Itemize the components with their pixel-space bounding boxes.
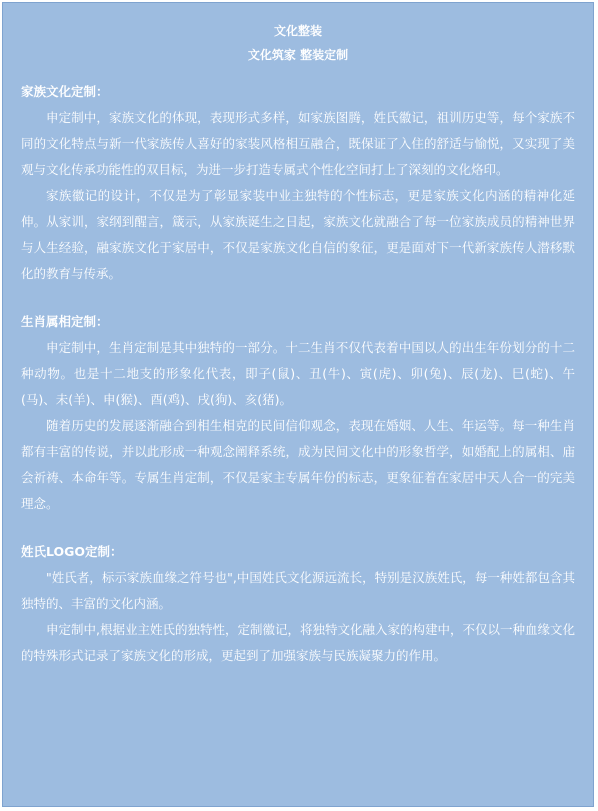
paragraph: 申定制中，生肖定制是其中独特的一部分。十二生肖不仅代表着中国以人的出生年份划分的十二种动物。也是十二地支的形象化代表，即子(鼠)、丑(牛)、寅(虎)、卯(兔)、辰(龙)、巳(蛇)、午(马)、未(羊)、申(猴)、酉(鸡)、戌(狗)、亥(猪)。 xyxy=(21,340,575,407)
paragraph: "姓氏者，标示家族血缘之符号也",中国姓氏文化源远流长，特别是汉族姓氏，每一种姓都包含其独特的、丰富的文化内涵。 xyxy=(21,570,575,611)
paragraph: 随着历史的发展逐渐融合到相生相克的民间信仰观念，表现在婚姻、人生、年运等。每一种生肖都有丰富的传说，并以此形成一种观念阐释系统，成为民间文化中的形象哲学，如婚配上的属相、庙会祈祷、本命年等。专属生肖定制，不仅是家主专属年份的标志，更象征着在家居中天人合一的完美理念。 xyxy=(21,418,575,511)
page-subtitle: 文化筑家 整装定制 xyxy=(247,48,349,62)
section-heading: 生肖属相定制： xyxy=(21,314,109,329)
section-heading: 姓氏LOGO定制： xyxy=(21,544,123,559)
paragraph: 家族徽记的设计，不仅是为了彰显家装中业主独特的个性标志，更是家族文化内涵的精神化延伸。从家训，家纲到醒言，箴示，从家族诞生之日起，家族文化就融合了每一位家族成员的精神世界与人生经验，融家族文化于家居中，不仅是家族文化自信的象征，更是面对下一代新家族传人潜移默化的教育与传承。 xyxy=(21,188,575,281)
paragraph: 申定制中，家族文化的体现，表现形式多样，如家族图腾，姓氏徽记，祖训历史等，每个家族不同的文化特点与新一代家族传人喜好的家装风格相互融合，既保证了入住的舒适与愉悦，又实现了美观与文化传承功能性的双目标，为进一步打造专属式个性化空间打上了深刻的文化烙印。 xyxy=(21,110,575,177)
section-family-culture xyxy=(21,79,575,287)
paragraph: 申定制中,根据业主姓氏的独特性，定制徽记，将独特文化融入家的构建中，不仅以一种血缘文化的特殊形式记录了家族文化的形成，更起到了加强家族与民族凝聚力的作用。 xyxy=(21,622,575,663)
section-zodiac xyxy=(21,309,575,517)
content-panel xyxy=(2,2,594,807)
section-heading: 家族文化定制： xyxy=(21,84,109,99)
section-surname-logo xyxy=(21,539,575,669)
page-title: 文化整装 xyxy=(273,24,322,38)
